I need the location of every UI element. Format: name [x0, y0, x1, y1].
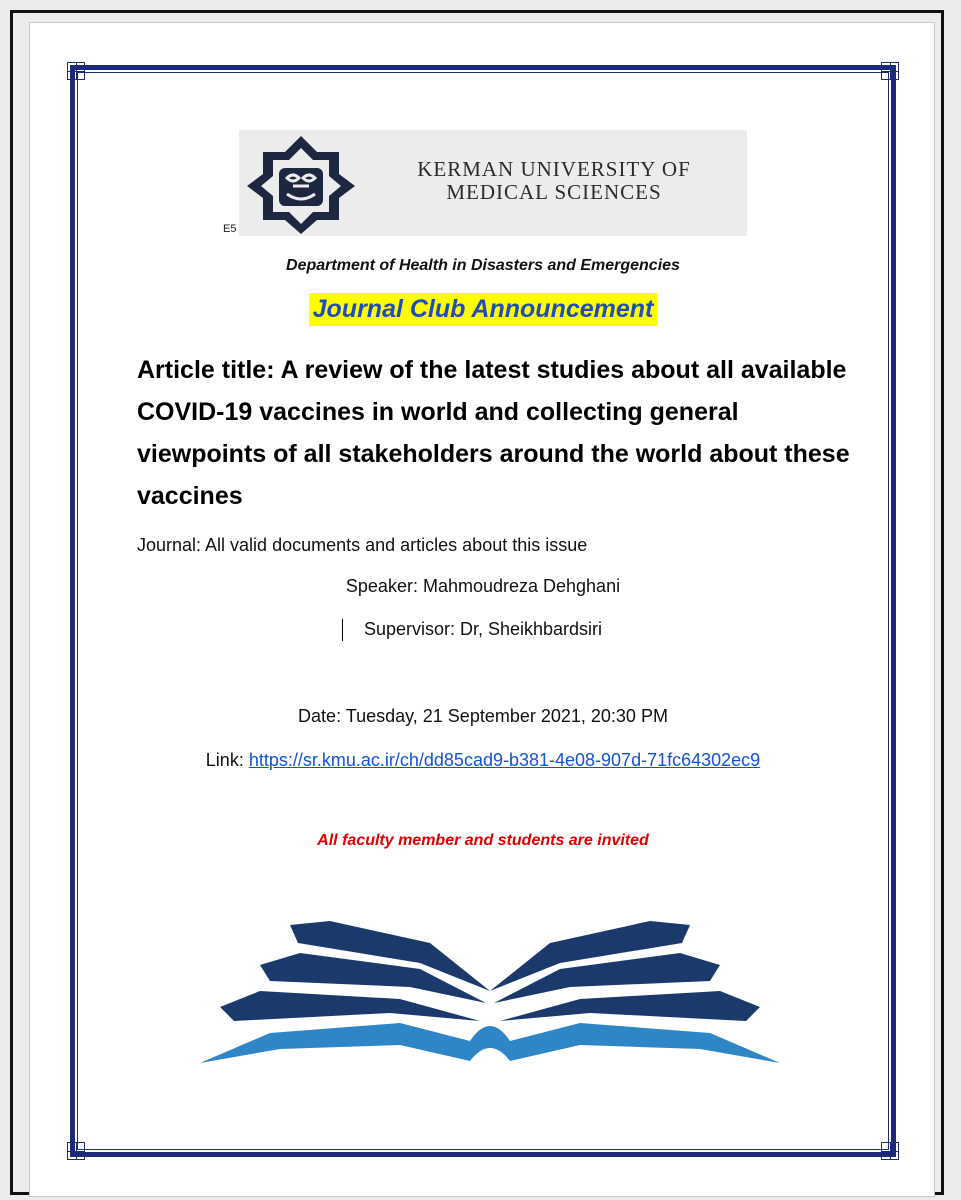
corner-mark-bottom-left — [67, 1142, 85, 1160]
corner-mark-bottom-right — [881, 1142, 899, 1160]
university-logo-icon — [241, 134, 361, 234]
university-name-line2: MEDICAL SCIENCES — [446, 180, 662, 204]
department-heading: Department of Health in Disasters and Emergencies — [286, 257, 680, 274]
date-line: Date: Tuesday, 21 September 2021, 20:30 PM — [298, 706, 668, 726]
corner-mark-top-left — [67, 62, 85, 80]
link-label: Link: — [205, 750, 244, 770]
meeting-link[interactable]: https://sr.kmu.ac.ir/ch/dd85cad9-b381-4e08-907d-71fc64302ec9 — [248, 750, 761, 770]
open-book-icon — [180, 903, 800, 1078]
paragraph-marker: E5 — [223, 223, 237, 235]
corner-mark-top-right — [881, 62, 899, 80]
invitation-note: All faculty member and students are invited — [317, 832, 649, 849]
announcement-wrap — [30, 293, 936, 326]
university-name-line1: KERMAN UNIVERSITY OF — [417, 157, 691, 181]
announcement-title: Journal Club Announcement — [309, 293, 658, 326]
university-name — [369, 158, 739, 204]
university-logo-banner — [239, 130, 747, 236]
supervisor-line: Supervisor: Dr, Sheikhbardsiri — [363, 619, 603, 639]
link-line — [30, 750, 936, 771]
article-title: Article title: A review of the latest studies about all available COVID-19 vaccines in world and collecting general viewpoints of all stakeholders around the world about these vaccines — [137, 356, 850, 510]
journal-line: Journal: All valid documents and articles about this issue — [137, 535, 588, 555]
speaker-line: Speaker: Mahmoudreza Dehghani — [345, 576, 621, 596]
document-page — [29, 22, 935, 1197]
